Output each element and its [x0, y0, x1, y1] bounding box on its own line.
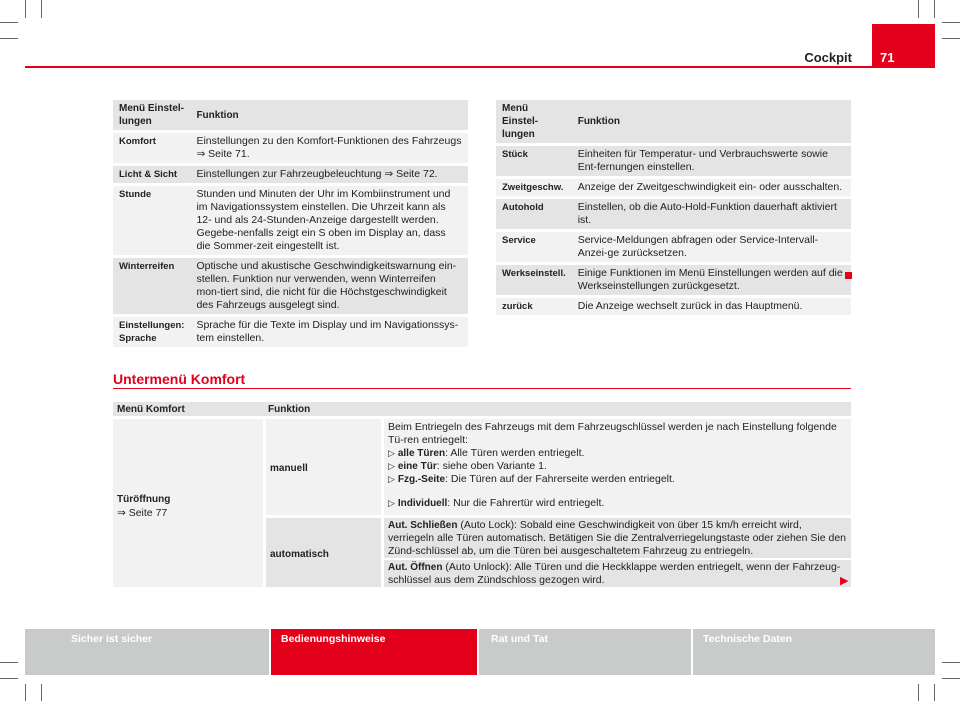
crop-mark	[0, 38, 18, 39]
table-row	[496, 146, 851, 176]
item-text: (Auto Unlock): Alle Türen und die Heckklappe werden entriegelt, wenn der Fahrzeug-schlüssel aus dem Zündschloss gezogen wird.	[388, 561, 841, 586]
section-title: Untermenü Komfort	[113, 371, 246, 387]
crop-mark	[934, 0, 935, 18]
crop-mark	[942, 22, 960, 23]
table-row	[496, 199, 851, 229]
item-key: eine Tür	[397, 461, 437, 472]
crop-mark	[942, 38, 960, 39]
row-value: Einstellen, ob die Auto-Hold-Funktion dauerhaft aktiviert ist.	[572, 199, 851, 229]
section-rule	[113, 388, 851, 389]
item-text: : Die Türen auf der Fahrerseite werden entriegelt.	[445, 473, 675, 485]
nav-tab-technische-daten[interactable]	[693, 629, 935, 675]
list-item	[388, 497, 847, 510]
nav-tab-bedienungshinweise[interactable]	[271, 629, 477, 675]
row-key: Stunde	[113, 186, 190, 255]
row-key: Autohold	[496, 199, 572, 229]
row-key: Zweitgeschw.	[496, 179, 572, 196]
end-of-section-marker	[845, 272, 852, 279]
table-row	[496, 265, 851, 295]
header-section-title: Cockpit	[804, 50, 852, 65]
row-key: Licht & Sicht	[113, 166, 190, 183]
page-number: 71	[880, 50, 895, 65]
item-text: (Auto Lock): Sobald eine Geschwindigkeit von über 15 km/h erreicht wird, verriegeln alle Türen automatisch. Betätigen Sie die Zentralverriegelungstaste oder ziehen Sie den Zünd-schlüssel ab, um die Türen bei ausgeschaltetem Fahrzeug zu entriegeln.	[388, 519, 846, 557]
left-settings-table	[113, 97, 468, 350]
nav-tab-rat-und-tat[interactable]	[479, 629, 691, 675]
column-header: Funktion	[190, 100, 468, 130]
header-rule	[25, 66, 935, 68]
item-text: : siehe oben Variante 1.	[436, 460, 547, 472]
table-row	[113, 186, 468, 255]
row-value: Anzeige der Zweitgeschwindigkeit ein- oder ausschalten.	[572, 179, 851, 196]
table-header-row	[496, 100, 851, 143]
list-item	[388, 447, 847, 460]
nav-tab-sicher[interactable]	[25, 629, 269, 675]
row-value: Einige Funktionen im Menü Einstellungen werden auf die Werkseinstellungen zurückgesetzt.	[572, 265, 851, 295]
crop-mark	[25, 684, 26, 701]
column-header: Funktion	[572, 100, 851, 143]
item-text: : Nur die Fahrertür wird entriegelt.	[447, 497, 605, 509]
manuell-label: manuell	[270, 463, 308, 474]
row-value: Service-Meldungen abfragen oder Service-Intervall-Anzei-ge zurücksetzen.	[572, 232, 851, 262]
triangle-icon: ▷	[388, 448, 395, 458]
row-key: Einstellungen: Sprache	[113, 317, 190, 347]
triangle-icon: ▷	[388, 474, 395, 484]
crop-mark	[25, 0, 26, 18]
row-key: Service	[496, 232, 572, 262]
crop-mark	[0, 678, 18, 679]
column-header: Menü Komfort	[117, 404, 185, 415]
column-header: Menü Einstel- lungen	[113, 100, 190, 130]
table-row	[496, 298, 851, 315]
manuell-text-cell	[384, 419, 851, 515]
automatisch-text-cell-1	[384, 518, 851, 558]
table-row	[496, 179, 851, 196]
row-key: Komfort	[113, 133, 190, 163]
list-item	[388, 460, 847, 473]
crop-mark	[41, 684, 42, 701]
triangle-icon: ▷	[388, 498, 395, 508]
row-key: zurück	[496, 298, 572, 315]
nav-tab-label: Technische Daten	[703, 633, 793, 645]
row-key: Stück	[496, 146, 572, 176]
item-key: Aut. Schließen	[388, 520, 458, 531]
manuell-label-cell	[266, 419, 381, 515]
crop-mark	[942, 678, 960, 679]
row-value: Einstellungen zu den Komfort-Funktionen des Fahrzeugs ⇒ Seite 71.	[190, 133, 468, 163]
automatisch-label: automatisch	[270, 549, 329, 560]
nav-tab-label: Bedienungshinweise	[281, 633, 386, 645]
item-key: alle Türen	[397, 448, 446, 459]
row-key: Winterreifen	[113, 258, 190, 314]
table-header-row	[113, 100, 468, 130]
row-value: Einstellungen zur Fahrzeugbeleuchtung ⇒ Seite 72.	[190, 166, 468, 183]
manuell-intro: Beim Entriegeln des Fahrzeugs mit dem Fahrzeugschlüssel werden je nach Einstellung folgende Tü-ren entriegelt:	[388, 421, 837, 446]
row-value: Optische und akustische Geschwindigkeitswarnung ein-stellen. Funktion nur verwenden, wenn Winterreifen mon-tiert sind, die nicht für die Höchstgeschwindigkeit des Fahrzeugs ausgelegt sind.	[190, 258, 468, 314]
crop-mark	[934, 684, 935, 701]
row-value: Einheiten für Temperatur- und Verbrauchswerte sowie Ent-fernungen einstellen.	[572, 146, 851, 176]
row-key: Werkseinstell.	[496, 265, 572, 295]
crop-mark	[41, 0, 42, 18]
automatisch-text-cell-2	[384, 560, 851, 587]
table-row	[113, 317, 468, 347]
row-value: Die Anzeige wechselt zurück in das Hauptmenü.	[572, 298, 851, 315]
column-header: Funktion	[268, 404, 311, 415]
row-value: Sprache für die Texte im Display und im Navigationssys-tem einstellen.	[190, 317, 468, 347]
item-key: Aut. Öffnen	[388, 562, 443, 573]
table-row	[113, 133, 468, 163]
group-cell	[113, 419, 263, 587]
automatisch-label-cell	[266, 518, 381, 587]
nav-tab-label: Sicher ist sicher	[71, 633, 153, 645]
table-row	[496, 232, 851, 262]
crop-mark	[942, 662, 960, 663]
group-label: Türöffnung	[117, 494, 171, 505]
continue-arrow-icon: ▶	[840, 575, 849, 587]
row-value: Stunden und Minuten der Uhr im Kombiinstrument und im Navigationssystem einstellen. Die Uhrzeit kann als 12- und als 24-Stunden-Anzeige dargestellt werden. Gegebe-nenfalls zeigt ein S oben im Display an, dass die Sommer-zeit eingestellt ist.	[190, 186, 468, 255]
right-settings-table	[496, 97, 851, 318]
crop-mark	[918, 0, 919, 18]
table-row	[113, 258, 468, 314]
table-header-row	[113, 402, 851, 416]
triangle-icon: ▷	[388, 461, 395, 471]
crop-mark	[0, 22, 18, 23]
page-number-badge	[872, 24, 935, 68]
item-key: Fzg.-Seite	[397, 474, 446, 485]
column-header: Menü Einstel- lungen	[496, 100, 572, 143]
item-text: : Alle Türen werden entriegelt.	[445, 447, 585, 459]
group-page-ref: ⇒ Seite 77	[117, 507, 168, 519]
list-item	[388, 473, 847, 486]
nav-tab-label: Rat und Tat	[491, 633, 548, 645]
crop-mark	[918, 684, 919, 701]
table-row	[113, 166, 468, 183]
crop-mark	[0, 662, 18, 663]
item-key: Individuell	[397, 498, 448, 509]
